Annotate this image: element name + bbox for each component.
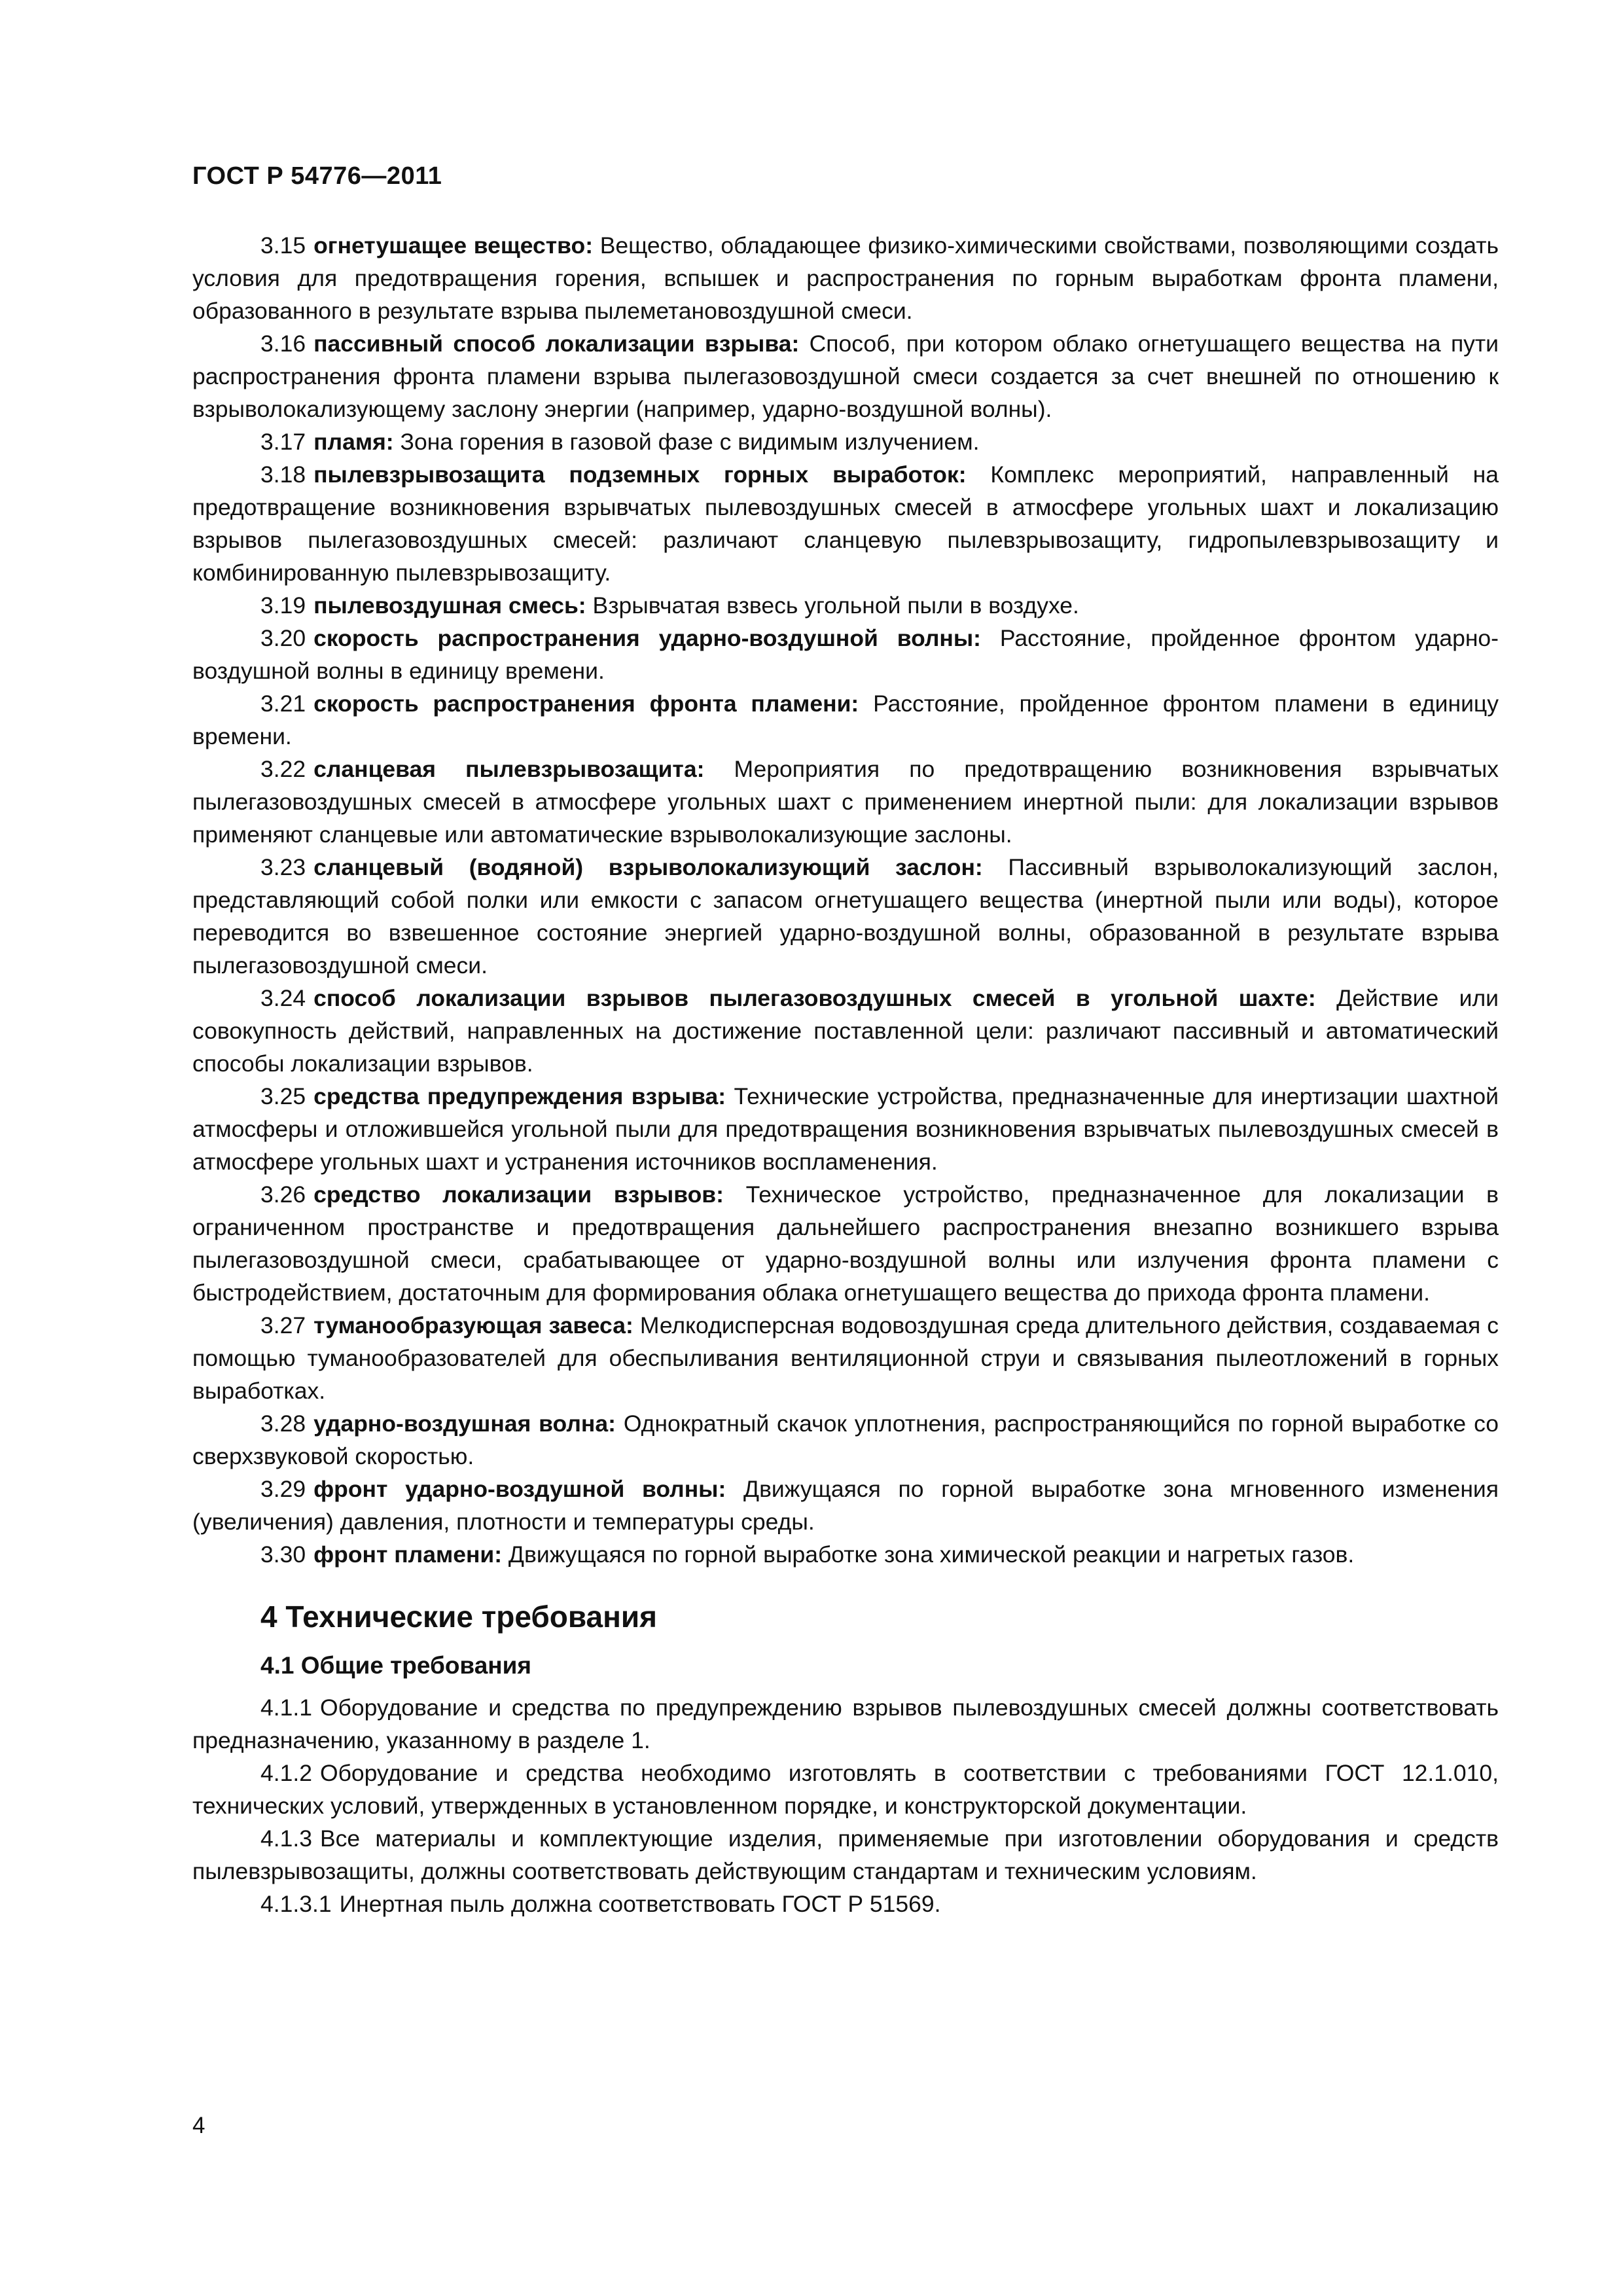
definition-number: 3.25 bbox=[260, 1083, 306, 1109]
definition-number: 3.17 bbox=[260, 429, 306, 455]
definition-term: скорость распространения фронта пламени: bbox=[313, 691, 859, 717]
definition-number: 3.21 bbox=[260, 691, 306, 717]
definition-text: Действие или совокупность действий, направленных на достижение поставленной цели: различают пассивный и автоматический способы локализации взрывов. bbox=[192, 985, 1499, 1077]
definition-number: 3.23 bbox=[260, 854, 306, 880]
definition-text: Мелкодисперсная водовоздушная среда длительного действия, создаваемая с помощью туманообразователей для обеспыливания вентиляционной струи и связывания пылеотложений в горных выработках. bbox=[192, 1312, 1499, 1404]
definition-term: скорость распространения ударно-воздушной волны: bbox=[313, 625, 982, 651]
requirement-number: 4.1.2 bbox=[260, 1760, 312, 1786]
definition-number: 3.26 bbox=[260, 1181, 306, 1208]
definition-term: пылевоздушная смесь: bbox=[313, 592, 586, 619]
definition-text: Расстояние, пройденное фронтом пламени в единицу времени. bbox=[192, 691, 1499, 749]
definition-term: средства предупреждения взрыва: bbox=[313, 1083, 726, 1109]
definition-text: Зона горения в газовой фазе с видимым излучением. bbox=[400, 429, 980, 455]
requirement-item bbox=[192, 1691, 1499, 1757]
definition-text: Взрывчатая взвесь угольной пыли в воздухе. bbox=[592, 592, 1079, 619]
definition-number: 3.20 bbox=[260, 625, 306, 651]
requirement-item bbox=[192, 1888, 1499, 1920]
requirement-number: 4.1.3 bbox=[260, 1825, 312, 1852]
definition-text: Однократный скачок уплотнения, распространяющийся по горной выработке со сверхзвуковой скоростью. bbox=[192, 1410, 1499, 1469]
definition-item bbox=[192, 851, 1499, 982]
definition-item bbox=[192, 1538, 1499, 1571]
definition-item bbox=[192, 1080, 1499, 1178]
subsection-title: 4.1 Общие требования bbox=[260, 1652, 531, 1679]
definition-item bbox=[192, 982, 1499, 1080]
definition-item bbox=[192, 1407, 1499, 1473]
definition-number: 3.19 bbox=[260, 592, 306, 619]
definition-term: туманообразующая завеса: bbox=[313, 1312, 633, 1338]
definition-term: средство локализации взрывов: bbox=[313, 1181, 724, 1208]
definition-number: 3.27 bbox=[260, 1312, 306, 1338]
requirement-number: 4.1.1 bbox=[260, 1695, 312, 1721]
definition-number: 3.22 bbox=[260, 756, 306, 782]
definition-term: сланцевая пылевзрывозащита: bbox=[313, 756, 705, 782]
page-number: 4 bbox=[192, 2113, 205, 2138]
definition-term: фронт ударно-воздушной волны: bbox=[313, 1476, 726, 1502]
definition-item bbox=[192, 1309, 1499, 1407]
definition-item bbox=[192, 622, 1499, 687]
definition-term: ударно-воздушная волна: bbox=[313, 1410, 616, 1437]
requirement-item bbox=[192, 1757, 1499, 1822]
definition-item bbox=[192, 229, 1499, 327]
section-title: 4 Технические требования bbox=[260, 1600, 657, 1634]
definition-text: Технические устройства, предназначенные для инертизации шахтной атмосферы и отложившейся угольной пыли для предотвращения возникновения взрывчатых пылевоздушных смесей в атмосфере угольных шахт и устранения источников воспламенения. bbox=[192, 1083, 1499, 1175]
requirement-text: Оборудование и средства по предупреждению взрывов пылевоздушных смесей должны соответствовать предназначению, указанному в разделе 1. bbox=[192, 1695, 1499, 1753]
definition-item bbox=[192, 1178, 1499, 1309]
definition-item bbox=[192, 327, 1499, 425]
definition-term: сланцевый (водяной) взрыволокализующий заслон: bbox=[313, 854, 983, 880]
definition-text: Способ, при котором облако огнетушащего вещества на пути распространения фронта пламени взрыва пылегазовоздушной смеси создается за счет внешней по отношению к взрыволокализующему заслону энергии (например, ударно-воздушной волны). bbox=[192, 331, 1499, 422]
definition-term: пылевзрывозащита подземных горных выработок: bbox=[313, 461, 967, 488]
definition-text: Техническое устройство, предназначенное для локализации в ограниченном пространстве и предотвращения дальнейшего распространения внезапно возникшего взрыва пылегазовоздушной смеси, срабатывающее от ударно-воздушной волны или излучения фронта пламени с быстродействием, достаточным для формирования облака огнетушащего вещества до прихода фронта пламени. bbox=[192, 1181, 1499, 1306]
definition-number: 3.30 bbox=[260, 1541, 306, 1568]
definition-number: 3.28 bbox=[260, 1410, 306, 1437]
definition-text: Мероприятия по предотвращению возникновения взрывчатых пылегазовоздушных смесей в атмосфере угольных шахт с применением инертной пыли: для локализации взрывов применяют сланцевые или автоматические взрыволокализующие заслоны. bbox=[192, 756, 1499, 848]
document-header: ГОСТ Р 54776—2011 bbox=[192, 162, 442, 190]
definition-number: 3.24 bbox=[260, 985, 306, 1011]
requirement-number: 4.1.3.1 bbox=[260, 1891, 332, 1917]
definition-term: пассивный способ локализации взрыва: bbox=[313, 331, 800, 357]
definition-text: Пассивный взрыволокализующий заслон, представляющий собой полки или емкости с запасом огнетушащего вещества (инертной пыли или воды), которое переводится во взвешенное состояние энергией ударно-воздушной волны, образованной в результате взрыва пылегазовоздушной смеси. bbox=[192, 854, 1499, 978]
definition-item bbox=[192, 687, 1499, 753]
definition-item bbox=[192, 589, 1499, 622]
requirement-item bbox=[192, 1822, 1499, 1888]
definition-text: Вещество, обладающее физико-химическими свойствами, позволяющими создать условия для предотвращения горения, вспышек и распространения по горным выработкам фронта пламени, образованного в результате взрыва пылеметановоздушной смеси. bbox=[192, 232, 1499, 324]
definition-item bbox=[192, 425, 1499, 458]
requirement-text: Оборудование и средства необходимо изготовлять в соответствии с требованиями ГОСТ 12.1.010, технических условий, утвержденных в установленном порядке, и конструкторской документации. bbox=[192, 1760, 1499, 1819]
definition-term: огнетушащее вещество: bbox=[313, 232, 594, 259]
definition-number: 3.29 bbox=[260, 1476, 306, 1502]
definition-number: 3.18 bbox=[260, 461, 306, 488]
definition-number: 3.15 bbox=[260, 232, 306, 259]
definitions-list bbox=[192, 229, 1499, 1571]
definition-text: Расстояние, пройденное фронтом ударно-воздушной волны в единицу времени. bbox=[192, 625, 1499, 684]
definition-term: способ локализации взрывов пылегазовоздушных смесей в угольной шахте: bbox=[313, 985, 1316, 1011]
definition-number: 3.16 bbox=[260, 331, 306, 357]
requirement-text: Все материалы и комплектующие изделия, применяемые при изготовлении оборудования и средств пылевзрывозащиты, должны соответствовать действующим стандартам и техническим условиям. bbox=[192, 1825, 1499, 1884]
document-body bbox=[192, 229, 1499, 1920]
definition-text: Комплекс мероприятий, направленный на предотвращение возникновения взрывчатых пылевоздушных смесей в атмосфере угольных шахт и локализацию взрывов пылегазовоздушных смесей: различают сланцевую пылевзрывозащиту, гидропылевзрывозащиту и комбинированную пылевзрывозащиту. bbox=[192, 461, 1499, 586]
definition-item bbox=[192, 458, 1499, 589]
definition-text: Движущаяся по горной выработке зона химической реакции и нагретых газов. bbox=[508, 1541, 1355, 1568]
definition-item bbox=[192, 753, 1499, 851]
definition-term: фронт пламени: bbox=[313, 1541, 503, 1568]
definition-item bbox=[192, 1473, 1499, 1538]
requirements-list bbox=[192, 1691, 1499, 1920]
definition-text: Движущаяся по горной выработке зона мгновенного изменения (увеличения) давления, плотности и температуры среды. bbox=[192, 1476, 1499, 1535]
requirement-text: Инертная пыль должна соответствовать ГОСТ Р 51569. bbox=[339, 1891, 941, 1917]
definition-term: пламя: bbox=[313, 429, 394, 455]
